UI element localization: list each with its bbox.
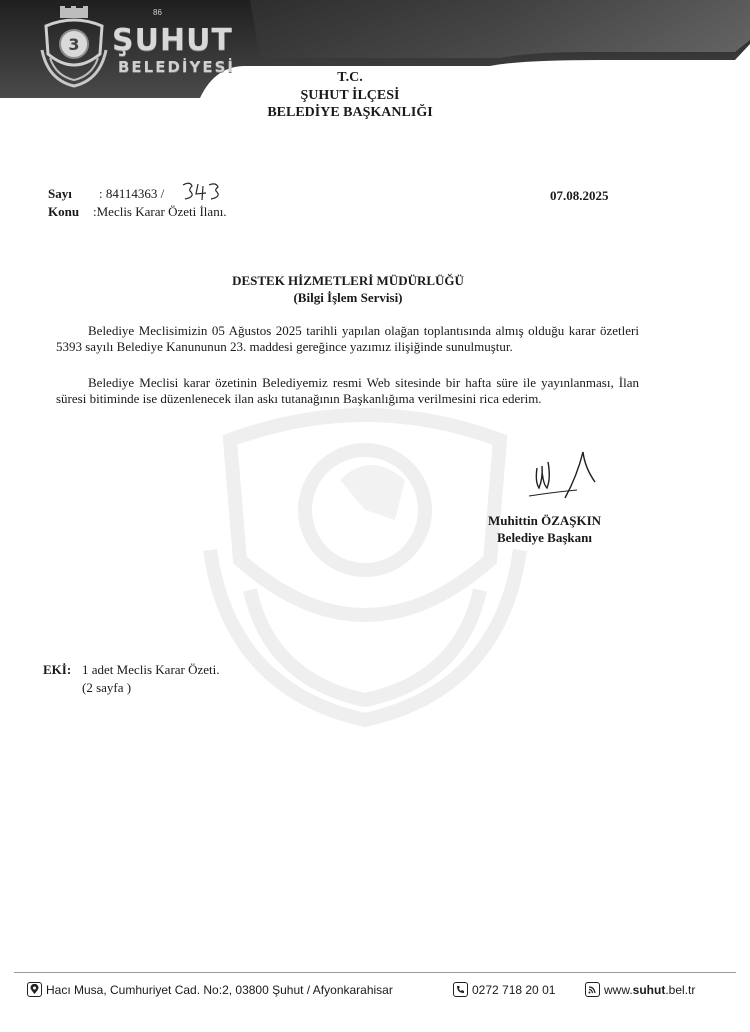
phone-icon — [453, 982, 468, 997]
department-subtitle: (Bilgi İşlem Servisi) — [293, 290, 403, 305]
watermark-emblem-icon — [190, 370, 540, 730]
attachment-label: EKİ: — [43, 662, 72, 677]
signatory-name: Muhittin ÖZAŞKIN — [488, 513, 602, 528]
logo-est-text: 86 — [153, 8, 162, 17]
svg-text:3: 3 — [68, 35, 80, 54]
sayi-value: : 84114363 / — [99, 186, 165, 201]
konu-value: :Meclis Karar Özeti İlanı. — [93, 204, 227, 219]
body-paragraph-2: Belediye Meclisi karar özetinin Belediyemiz resmi Web sitesinde bir hafta süre ile yayınlanması, İlan süresi bitiminde ise düzenlenecek ilan askı tutanağının Başkanlığıma verilmesini rica ederim. — [56, 375, 639, 406]
header-line-district: ŞUHUT İLÇESİ — [300, 88, 400, 103]
sayi-label: Sayı — [48, 186, 72, 201]
body-paragraph-1: Belediye Meclisimizin 05 Ağustos 2025 tarihli yapılan olağan toplantısında almış olduğu karar özetleri 5393 sayılı Belediye Kanununun 23. maddesi gereğince yazımız ilişiğinde sunulmuştur. — [56, 323, 639, 354]
logo-name: ŞUHUT — [112, 23, 233, 58]
header-line-tc: T.C. — [337, 70, 363, 85]
footer-address-text: Hacı Musa, Cumhuriyet Cad. No:2, 03800 Şuhut / Afyonkarahisar — [46, 982, 393, 997]
footer-web-prefix: www. — [604, 982, 633, 997]
attachment-pages: (2 sayfa ) — [82, 680, 132, 695]
logo-subname: BELEDİYESİ — [118, 58, 236, 76]
footer — [0, 976, 750, 1002]
signature-icon — [525, 448, 605, 518]
footer-web-domain: suhut — [632, 982, 666, 997]
web-icon — [585, 982, 600, 997]
department-title: DESTEK HİZMETLERİ MÜDÜRLÜĞÜ — [232, 273, 464, 288]
footer-phone[interactable] — [453, 982, 555, 997]
header-line-office: BELEDİYE BAŞKANLIĞI — [267, 105, 433, 120]
handwritten-number — [180, 180, 224, 202]
footer-divider — [14, 972, 736, 973]
location-pin-icon — [27, 982, 42, 997]
attachment-text: 1 adet Meclis Karar Özeti. — [82, 662, 220, 677]
footer-website[interactable] — [585, 982, 695, 997]
konu-label: Konu — [48, 204, 80, 219]
document-date: 07.08.2025 — [550, 188, 609, 203]
footer-web-suffix: .bel.tr — [665, 982, 696, 997]
footer-address — [27, 982, 393, 997]
signatory-title: Belediye Başkanı — [497, 530, 592, 545]
footer-phone-text: 0272 718 20 01 — [472, 982, 556, 997]
